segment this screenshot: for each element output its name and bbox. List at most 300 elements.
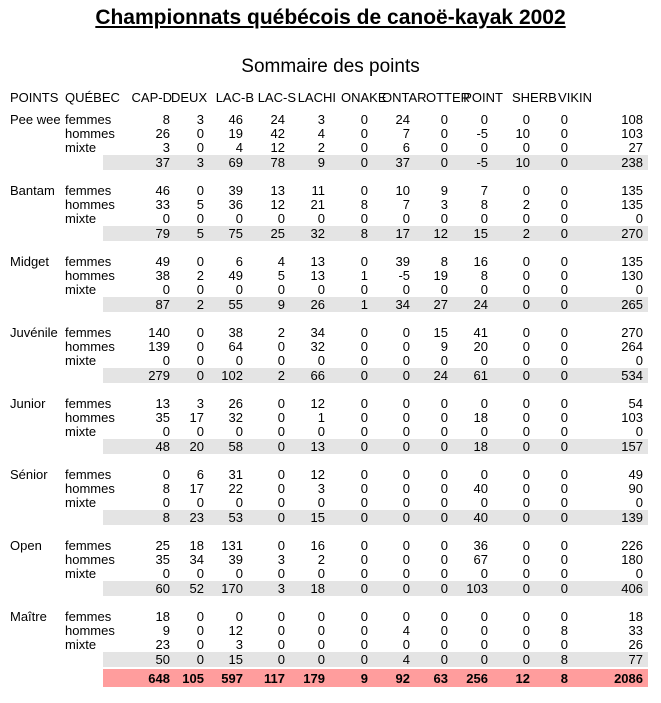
- points-cell: 13: [310, 268, 325, 283]
- category-cell: [10, 141, 65, 155]
- category-cell: [10, 411, 65, 425]
- subtotal-points-cell: 0: [170, 652, 204, 668]
- points-cell: 10: [395, 183, 410, 198]
- group-cell: [65, 510, 103, 525]
- points-cell: 2: [522, 197, 530, 212]
- points-cell: 0: [560, 268, 568, 283]
- subtotal-points-cell: 0: [448, 652, 488, 668]
- row-total-cell: 49: [628, 467, 643, 482]
- points-cell: 0: [440, 481, 448, 496]
- points-cell: 0: [402, 467, 410, 482]
- points-cell: 0: [440, 609, 448, 624]
- points-cell: 0: [277, 637, 285, 652]
- points-cell: 0: [402, 339, 410, 354]
- points-cell: 0: [360, 623, 368, 638]
- subtotal-points-cell: 0: [410, 439, 448, 454]
- points-cell: 0: [360, 495, 368, 510]
- points-cell: 0: [440, 396, 448, 411]
- points-cell: 2: [196, 268, 204, 283]
- points-cell: 36: [228, 197, 243, 212]
- subtotal-row: [10, 510, 648, 525]
- category-cell: [10, 496, 65, 510]
- spacer-cell: [10, 596, 648, 610]
- data-row: [10, 624, 648, 638]
- spacer-cell: [10, 312, 648, 326]
- points-cell: 0: [402, 353, 410, 368]
- points-cell: 0: [522, 183, 530, 198]
- points-cell: 0: [522, 112, 530, 127]
- points-cell: 2: [317, 140, 325, 155]
- points-cell: 22: [228, 481, 243, 496]
- points-cell: 0: [162, 353, 170, 368]
- points-cell: 0: [196, 254, 204, 269]
- section-spacer: [10, 312, 648, 326]
- points-cell: 1: [360, 268, 368, 283]
- group-cell: [65, 652, 103, 668]
- subtotal-points-cell: 40: [448, 510, 488, 525]
- points-cell: 4: [317, 126, 325, 141]
- points-cell: 0: [360, 609, 368, 624]
- points-cell: 0: [402, 282, 410, 297]
- row-total-cell: 264: [621, 339, 643, 354]
- points-cell: 39: [228, 552, 243, 567]
- points-cell: 0: [560, 126, 568, 141]
- points-cell: 0: [196, 282, 204, 297]
- subtotal-points-cell: 0: [325, 581, 368, 596]
- points-cell: 21: [310, 197, 325, 212]
- points-cell: 0: [277, 481, 285, 496]
- club-header-onake: ONAKE: [341, 90, 387, 105]
- points-cell: 17: [189, 410, 204, 425]
- subtotal-points-cell: 52: [170, 581, 204, 596]
- points-cell: 0: [560, 140, 568, 155]
- data-row: [10, 269, 648, 283]
- data-row: [10, 397, 648, 411]
- points-cell: 0: [277, 623, 285, 638]
- points-cell: 131: [221, 538, 243, 553]
- subtotal-points-cell: 50: [103, 652, 170, 668]
- subtotal-row: [10, 652, 648, 668]
- group-cell: hommes: [65, 623, 115, 638]
- points-cell: 0: [360, 481, 368, 496]
- category-cell: Maître: [10, 609, 47, 624]
- category-cell: [10, 212, 65, 226]
- points-cell: 35: [155, 410, 170, 425]
- points-cell: 0: [360, 552, 368, 567]
- group-cell: mixte: [65, 424, 97, 439]
- points-cell: 12: [270, 140, 285, 155]
- grand-total-points-cell: 597: [204, 668, 243, 687]
- subtotal-points-cell: 48: [103, 439, 170, 454]
- points-cell: 6: [235, 254, 243, 269]
- group-cell: mixte: [65, 140, 97, 155]
- points-cell: 0: [317, 211, 325, 226]
- club-header-lac-b: LAC-B: [215, 90, 254, 105]
- points-cell: 0: [360, 112, 368, 127]
- subtotal-points-cell: 0: [410, 581, 448, 596]
- points-cell: 3: [196, 396, 204, 411]
- points-cell: 4: [277, 254, 285, 269]
- points-cell: 0: [162, 566, 170, 581]
- category-cell: [10, 354, 65, 368]
- row-total-cell: 135: [621, 183, 643, 198]
- points-cell: 0: [317, 609, 325, 624]
- subtotal-total-cell: 534: [568, 368, 648, 383]
- subtotal-points-cell: 0: [410, 510, 448, 525]
- points-cell: 0: [522, 353, 530, 368]
- subtotal-points-cell: 0: [488, 581, 530, 596]
- category-cell: Open: [10, 538, 42, 553]
- points-cell: 0: [360, 410, 368, 425]
- points-cell: 0: [440, 538, 448, 553]
- spacer-cell: [10, 525, 648, 539]
- points-cell: 20: [473, 339, 488, 354]
- spacer-cell: [10, 454, 648, 468]
- club-header-point: POINT: [463, 90, 503, 105]
- points-cell: 12: [310, 467, 325, 482]
- points-cell: 0: [522, 140, 530, 155]
- points-cell: 0: [277, 609, 285, 624]
- points-cell: 0: [162, 424, 170, 439]
- spacer-cell: [10, 383, 648, 397]
- subtotal-points-cell: 0: [488, 297, 530, 312]
- points-cell: 8: [162, 481, 170, 496]
- points-cell: 0: [317, 424, 325, 439]
- data-row: [10, 212, 648, 226]
- points-cell: 7: [402, 126, 410, 141]
- points-cell: 0: [402, 325, 410, 340]
- data-row: [10, 184, 648, 198]
- row-total-cell: 0: [635, 424, 643, 439]
- points-cell: 8: [440, 254, 448, 269]
- points-cell: 0: [522, 467, 530, 482]
- points-cell: 0: [162, 282, 170, 297]
- page-title: Championnats québécois de canoë-kayak 2002: [95, 6, 566, 29]
- points-cell: 13: [155, 396, 170, 411]
- table-body: [10, 113, 648, 687]
- subtotal-row: [10, 297, 648, 312]
- points-cell: 0: [560, 254, 568, 269]
- group-cell: hommes: [65, 552, 115, 567]
- subtotal-points-cell: 170: [204, 581, 243, 596]
- points-cell: 3: [317, 481, 325, 496]
- points-cell: 3: [277, 552, 285, 567]
- points-cell: 0: [196, 126, 204, 141]
- points-cell: 0: [440, 424, 448, 439]
- group-cell: mixte: [65, 637, 97, 652]
- grand-total-points-cell: 117: [243, 668, 285, 687]
- subtotal-points-cell: 15: [204, 652, 243, 668]
- points-cell: 0: [440, 282, 448, 297]
- points-cell: 31: [228, 467, 243, 482]
- data-row: [10, 255, 648, 269]
- points-cell: 0: [402, 481, 410, 496]
- category-cell: [10, 624, 65, 638]
- points-cell: 0: [440, 495, 448, 510]
- data-row: [10, 141, 648, 155]
- data-row: [10, 496, 648, 510]
- group-cell: [65, 581, 103, 596]
- subtotal-points-cell: 0: [410, 652, 448, 668]
- category-cell: [10, 510, 65, 525]
- row-total-cell: 270: [621, 325, 643, 340]
- points-cell: 10: [515, 126, 530, 141]
- points-cell: 0: [522, 282, 530, 297]
- points-cell: 0: [317, 623, 325, 638]
- points-cell: 0: [522, 268, 530, 283]
- points-cell: 18: [155, 609, 170, 624]
- points-cell: 67: [473, 552, 488, 567]
- points-cell: 0: [560, 211, 568, 226]
- category-cell: Bantam: [10, 183, 55, 198]
- points-cell: 32: [310, 339, 325, 354]
- points-cell: 12: [228, 623, 243, 638]
- points-cell: 0: [560, 552, 568, 567]
- points-cell: 0: [196, 140, 204, 155]
- subtotal-points-cell: 66: [285, 368, 325, 383]
- points-cell: 0: [277, 410, 285, 425]
- group-cell: femmes: [65, 467, 112, 482]
- points-cell: 0: [480, 495, 488, 510]
- group-cell: hommes: [65, 410, 115, 425]
- subtotal-points-cell: 0: [488, 652, 530, 668]
- subtotal-points-cell: 1: [325, 297, 368, 312]
- category-cell: [10, 269, 65, 283]
- subtotal-total-cell: 265: [568, 297, 648, 312]
- points-cell: 0: [560, 495, 568, 510]
- points-cell: 0: [402, 538, 410, 553]
- row-total-cell: 90: [628, 481, 643, 496]
- points-cell: 0: [402, 637, 410, 652]
- subtotal-points-cell: 5: [170, 226, 204, 241]
- club-header-vikin: VIKIN: [558, 90, 592, 105]
- category-cell: [10, 581, 65, 596]
- subtotal-row: [10, 155, 648, 170]
- points-cell: 0: [560, 566, 568, 581]
- points-cell: 0: [480, 396, 488, 411]
- points-cell: 0: [402, 396, 410, 411]
- points-cell: 49: [228, 268, 243, 283]
- subtotal-points-cell: 60: [103, 581, 170, 596]
- points-cell: 0: [522, 495, 530, 510]
- points-cell: 0: [402, 211, 410, 226]
- points-cell: 41: [473, 325, 488, 340]
- subtotal-points-cell: 15: [448, 226, 488, 241]
- grand-total-points-cell: 179: [285, 668, 325, 687]
- points-cell: 0: [402, 552, 410, 567]
- points-cell: -5: [476, 126, 488, 141]
- points-cell: 0: [560, 410, 568, 425]
- points-cell: 0: [402, 566, 410, 581]
- points-cell: 0: [480, 623, 488, 638]
- subtotal-points-cell: 20: [170, 439, 204, 454]
- group-cell: mixte: [65, 495, 97, 510]
- points-cell: 140: [148, 325, 170, 340]
- points-cell: 0: [440, 552, 448, 567]
- subtotal-points-cell: 0: [368, 510, 410, 525]
- points-cell: 0: [277, 467, 285, 482]
- points-cell: 3: [162, 140, 170, 155]
- points-cell: 0: [360, 396, 368, 411]
- points-cell: 9: [162, 623, 170, 638]
- points-cell: 36: [473, 538, 488, 553]
- subtotal-points-cell: 103: [448, 581, 488, 596]
- row-total-cell: 0: [635, 353, 643, 368]
- points-cell: 8: [480, 197, 488, 212]
- group-cell: hommes: [65, 268, 115, 283]
- points-cell: 0: [560, 609, 568, 624]
- data-row: [10, 113, 648, 127]
- subtotal-points-cell: 0: [530, 297, 568, 312]
- group-cell: mixte: [65, 211, 97, 226]
- points-cell: 0: [235, 495, 243, 510]
- points-cell: 0: [480, 353, 488, 368]
- points-cell: 0: [480, 566, 488, 581]
- subtotal-points-cell: 9: [285, 155, 325, 170]
- row-total-cell: 0: [635, 211, 643, 226]
- section-spacer: [10, 454, 648, 468]
- row-total-cell: 108: [621, 112, 643, 127]
- points-cell: 139: [148, 339, 170, 354]
- group-cell: femmes: [65, 396, 112, 411]
- subtotal-points-cell: 8: [103, 510, 170, 525]
- points-cell: 0: [560, 183, 568, 198]
- points-cell: 3: [440, 197, 448, 212]
- points-cell: 0: [522, 396, 530, 411]
- points-table: [10, 91, 648, 687]
- data-row: [10, 553, 648, 567]
- category-cell: [10, 482, 65, 496]
- points-cell: 0: [360, 183, 368, 198]
- points-cell: 0: [522, 424, 530, 439]
- subtotal-points-cell: 4: [368, 652, 410, 668]
- points-cell: 25: [155, 538, 170, 553]
- data-row: [10, 411, 648, 425]
- points-cell: 0: [277, 538, 285, 553]
- points-cell: 0: [360, 211, 368, 226]
- points-cell: 0: [317, 282, 325, 297]
- subtotal-points-cell: 0: [368, 368, 410, 383]
- row-total-cell: 130: [621, 268, 643, 283]
- points-cell: 0: [235, 424, 243, 439]
- category-cell: Midget: [10, 254, 50, 269]
- spacer-cell: [10, 170, 648, 184]
- group-cell: mixte: [65, 282, 97, 297]
- subtotal-total-cell: 157: [568, 439, 648, 454]
- category-cell: Pee wee: [10, 112, 61, 127]
- points-cell: 0: [522, 623, 530, 638]
- points-cell: 19: [433, 268, 448, 283]
- club-header-ontar: ONTAR: [382, 90, 427, 105]
- points-cell: 8: [360, 197, 368, 212]
- subtotal-points-cell: 0: [325, 368, 368, 383]
- subtotal-points-cell: 0: [410, 155, 448, 170]
- subtotal-row: [10, 581, 648, 596]
- subtotal-points-cell: 13: [285, 439, 325, 454]
- subtotal-points-cell: 61: [448, 368, 488, 383]
- group-cell: [65, 155, 103, 170]
- grand-total-points-cell: 92: [368, 668, 410, 687]
- points-cell: 0: [480, 467, 488, 482]
- points-cell: 0: [196, 325, 204, 340]
- club-header-deux: DEUX: [171, 90, 208, 105]
- subtotal-total-cell: 139: [568, 510, 648, 525]
- points-cell: 0: [162, 211, 170, 226]
- category-cell: Juvénile: [10, 325, 58, 340]
- data-row: [10, 340, 648, 354]
- points-cell: 26: [155, 126, 170, 141]
- points-cell: 17: [189, 481, 204, 496]
- subtotal-points-cell: 26: [285, 297, 325, 312]
- points-cell: 0: [560, 481, 568, 496]
- subtotal-points-cell: 79: [103, 226, 170, 241]
- category-cell: Junior: [10, 396, 46, 411]
- subtotal-total-cell: 77: [568, 652, 648, 668]
- grand-total-points-cell: 12: [488, 668, 530, 687]
- header-points-label: POINTS: [10, 90, 59, 105]
- points-cell: 8: [480, 268, 488, 283]
- points-cell: 0: [360, 126, 368, 141]
- subtotal-points-cell: 3: [170, 155, 204, 170]
- points-cell: 13: [270, 183, 285, 198]
- row-total-cell: 54: [628, 396, 643, 411]
- group-cell: femmes: [65, 325, 112, 340]
- points-cell: 0: [277, 495, 285, 510]
- points-cell: 0: [196, 637, 204, 652]
- points-cell: 0: [522, 410, 530, 425]
- points-cell: 0: [277, 282, 285, 297]
- subtotal-total-cell: 406: [568, 581, 648, 596]
- subtotal-points-cell: 10: [488, 155, 530, 170]
- group-cell: femmes: [65, 254, 112, 269]
- subtotal-points-cell: 2: [488, 226, 530, 241]
- points-cell: 0: [277, 396, 285, 411]
- points-cell: 0: [522, 481, 530, 496]
- points-cell: 16: [310, 538, 325, 553]
- group-cell: hommes: [65, 197, 115, 212]
- points-cell: 11: [311, 183, 325, 198]
- points-cell: 0: [522, 325, 530, 340]
- grand-total-points-cell: 256: [448, 668, 488, 687]
- category-cell: [10, 198, 65, 212]
- grand-total-cell: 2086: [568, 668, 648, 687]
- points-cell: 0: [522, 609, 530, 624]
- points-cell: 0: [360, 353, 368, 368]
- points-cell: 0: [480, 211, 488, 226]
- grand-total-points-cell: 63: [410, 668, 448, 687]
- subtotal-points-cell: 102: [204, 368, 243, 383]
- club-header-lachi: LACHI: [297, 90, 336, 105]
- grand-total-points-cell: 8: [530, 668, 568, 687]
- group-cell: [65, 439, 103, 454]
- points-cell: 0: [277, 424, 285, 439]
- points-cell: 0: [440, 410, 448, 425]
- subtotal-points-cell: 9: [243, 297, 285, 312]
- category-cell: [10, 439, 65, 454]
- points-cell: 8: [162, 112, 170, 127]
- page: [0, 6, 661, 687]
- table-header: [10, 91, 648, 113]
- points-cell: 0: [440, 112, 448, 127]
- category-cell: [10, 553, 65, 567]
- points-cell: 0: [402, 410, 410, 425]
- subtotal-points-cell: 15: [285, 510, 325, 525]
- points-cell: 18: [473, 410, 488, 425]
- points-cell: 0: [360, 566, 368, 581]
- section-title: Sommaire des points: [241, 56, 420, 77]
- row-total-cell: 103: [621, 126, 643, 141]
- group-cell: [65, 668, 103, 687]
